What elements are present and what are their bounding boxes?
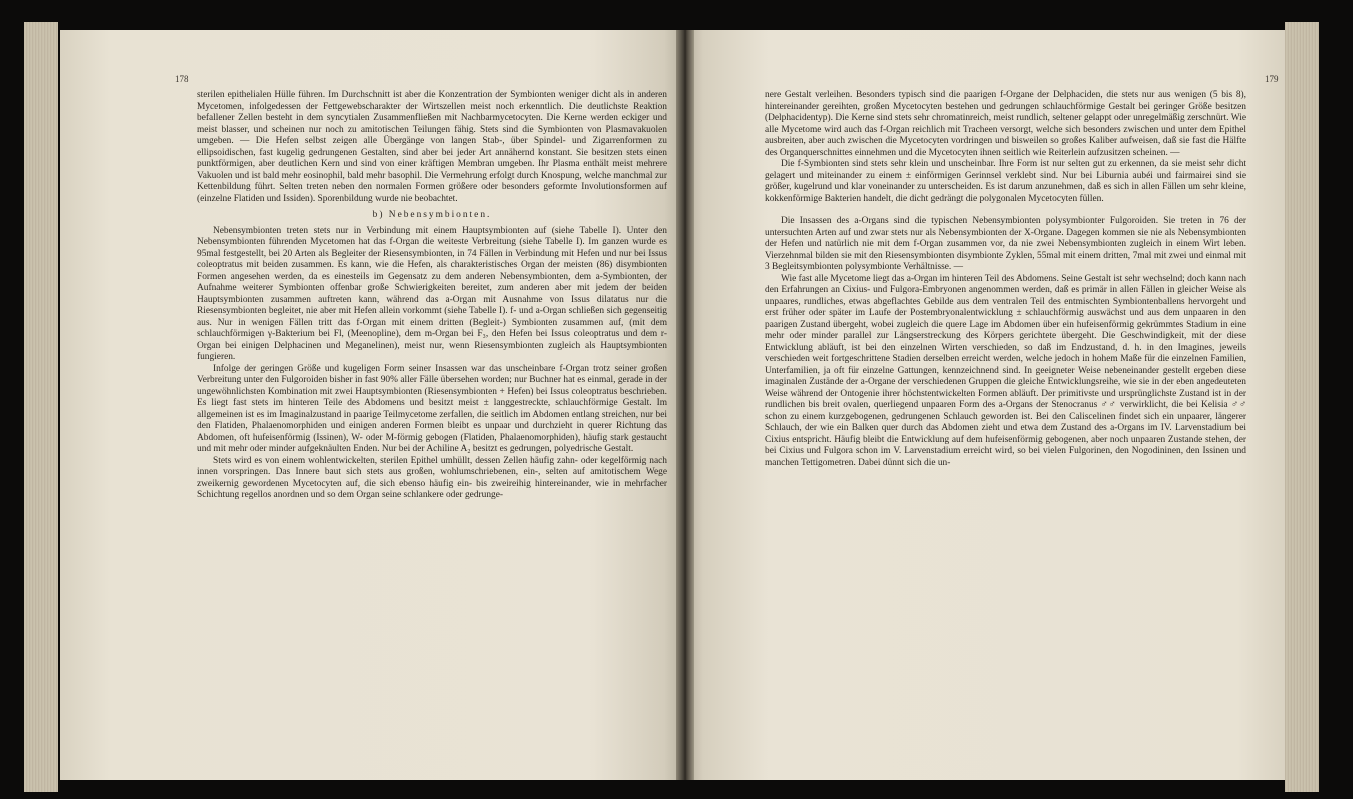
left-page xyxy=(60,30,683,780)
book-gutter xyxy=(676,30,694,780)
paragraph: sterilen epithelialen Hülle führen. Im Durchschnitt ist aber die Konzentration der Symbionten weniger dicht als in anderen Mycetomen, infolgedessen der Fettgewebscharakter der Wirtszellen meist noch erkenntlich. Die deutlichste Reaktion befallener Zellen besteht in dem syncytialen Zusammenfließen mit Nachbarmycetocyten. Die Kerne werden eckiger und meist blasser, und scheinen nur noch zu amitotischen Teilungen fähig. Stets sind die Symbionten von Plasmavakuolen umgeben. — Die Hefen selbst zeigen alle Übergänge von langen Stab-, über Spindel- und Zigarrenformen zu ellipsoidischen, fast kugelig gedrungenen Gestalten, sind aber bei jeder Art annähernd konstant. Sie besitzen stets einen punktförmigen, aber deutlichen Kern und sind von einer kräftigen Membran umgeben. Ihr Plasma enthält meist mehrere Vakuolen und ist bald mehr eosinophil, bald mehr basophil. Die Vermehrung erfolgt durch Knospung, welche manchmal zur Kettenbildung führt. Selten treten neben den normalen Formen größere oder besonders geformte Involutionsformen auf (einzelne Flatiden und Issiden). Sporenbildung wurde nie beobachtet. xyxy=(197,90,667,204)
page-number-left: 178 xyxy=(175,74,189,84)
paragraph: Wie fast alle Mycetome liegt das a-Organ im hinteren Teil des Abdomens. Seine Gestalt ist sehr wechselnd; doch kann nach den Erfahrungen an Cixius- und Fulgora-Embryonen angenommen werden, daß es primär in allen Fällen in gleicher Weise als unpaares, rundliches, etwas abgeflachtes Gebilde aus dem ventralen Teil des entmischten Symbiontenballens hervorgeht und erst früher oder später im Laufe der Postembryonalentwicklung ± schlauchförmig auswächst und aus dem unpaaren in den paarigen Zustand übergeht, wobei zugleich die quere Lage im Abdomen über ein hufeisenförmig gekrümmtes Stadium in eine mehr oder minder parallel zur Längserstreckung des Körpers gerichtete übergeht. Die Geschwindigkeit, mit der diese Entwicklung abläuft, ist bei den einzelnen Wirten verschieden, so daß im Endzustand, d. h. in den Imagines, jeweils verschieden weit fortgeschrittene Stadien derselben erreicht werden, welche jedoch in hohem Maße für die einzelnen Familien, Unterfamilien, ja oft für einzelne Gattungen, kennzeichnend sind. In geeigneter Weise nebeneinander gestellt ergeben diese imaginalen Zustände der a-Organe der verschiedenen Gruppen die gleiche Entwicklungsreihe, wie sie in der eben angedeuteten Weise während der Ontogenie ihrer höchstentwickelten Formen abläuft. Der primitivste und ursprünglichste Zustand ist in der rundlichen bis breit ovalen, querliegend unpaaren Form des a-Organs der Stenocranus ♂♂ verwirklicht, die bei Kelisia ♂♂ schon zu einem kurzgebogenen, gedrungenen Schlauch geworden ist. Bei den Caliscelinen findet sich ein unpaarer, längerer Schlauch, der wie ein Balken quer durch das Abdomen zieht und etwa dem Zustand des a-Organs im IV. Larvenstadium bei Cixius entspricht. Häufig bleibt die Entwicklung auf dem hufeisenförmig gebogenen, aber noch unpaaren Zustande stehen, der bei Cixius und Fulgora schon im V. Larvenstadium erreicht wird, so bei vielen Fulgorinen, den Nogodininen, den Issinen und manchen Tettigometren. Dabei dünnt sich die un- xyxy=(765,273,1246,468)
section-heading: b) Nebensymbionten. xyxy=(372,210,492,220)
paragraph: nere Gestalt verleihen. Besonders typisch sind die paarigen f-Organe der Delphaciden, die stets nur aus wenigen (5 bis 8), hintereinander gereihten, großen Mycetocyten bestehen und gedrungen schlauchförmige Gestalt bei geringer Größe besitzen (Delphacidentyp). Die Kerne sind stets sehr chromatinreich, meist rundlich, seltener gelappt oder unregelmäßig zerschnürt. Wie alle Mycetome wird auch das f-Organ reichlich mit Tracheen versorgt, welche sich besonders zwischen und unter dem Epithel ausbreiten, aber auch zwischen die Mycetocyten vordringen und bisweilen so großes Kaliber aufweisen, daß sie fast die Hälfte des Organquerschnittes einnehmen und die Mycetocyten ihnen seitlich wie Reiterlein aufzusitzen scheinen. — xyxy=(765,90,1246,158)
right-text-column xyxy=(765,90,1246,469)
page-number-right: 179 xyxy=(1265,74,1279,84)
paragraph: Stets wird es von einem wohlentwickelten, sterilen Epithel umhüllt, dessen Zellen häufig zahn- oder kegelförmig nach innen vorspringen. Das Innere baut sich stets aus großen, wohlumschriebenen, ein-, selten auf amitotischem Wege zweikernig gewordenen Mycetocyten auf, die sich ebenso häufig ein- bis zweireihig hintereinander, wie in mehrfacher Schichtung regellos anordnen und so dem Organ seine schlankere oder gedrunge- xyxy=(197,455,667,500)
paragraph: Die f-Symbionten sind stets sehr klein und unscheinbar. Ihre Form ist nur selten gut zu erkennen, da sie meist sehr dicht gelagert und miteinander zu einem ± einförmigen Gerinnsel verklebt sind. Nur bei Liburnia aubéi und fairmairei sind sie größer, kugelrund und klar voneinander zu unterscheiden. Es ist darum anzunehmen, daß es sich in allen Fällen um sehr kleine, kokkenförmige Bakterien handelt, die dicht gedrängt die polygonalen Mycetocyten füllen. xyxy=(765,159,1246,204)
paragraph: Die Insassen des a-Organs sind die typischen Nebensymbionten polysymbionter Fulgoroiden. Sie treten in 76 der untersuchten Arten auf und zwar stets nur als Nebensymbionten der X-Organe. Dagegen kommen sie nie als Nebensymbionten der Hefen und natürlich nie mit dem f-Organ zusammen vor, da nie zwei Nebensymbionten zugleich in einem Wirt leben. Vierzehnmal bilden sie mit den Riesensymbionten disymbionte Zyklen, 55mal mit einem dritten, 7mal mit zwei und einmal mit 3 Begleitsymbionten polysymbionte Verhältnisse. — xyxy=(765,216,1246,272)
right-page xyxy=(685,30,1285,780)
paragraph: Infolge der geringen Größe und kugeligen Form seiner Insassen war das unscheinbare f-Organ trotz seiner großen Verbreitung unter den Fulgoroiden bisher in fast 90% aller Fälle übersehen worden; nur Buchner hat es einmal, gerade in der ungewöhnlichsten Kombination mit zwei Hauptsymbionten (Riesensymbionten + Hefen) bei Issus coleoptratus beschrieben. Es liegt fast stets im hinteren Teile des Abdomens und besitzt meist ± langgestreckte, schlauchförmige Gestalt. Im allgemeinen ist es im Imaginalzustand in paarige Teilmycetome zerfallen, die seitlich im Abdomen entlang streichen, nur bei den Flatiden, Phalaenomorphiden und einigen anderen Formen bleibt es unpaar und durchzieht in querer Richtung das Abdomen, oft hufeisenförmig (Issinen), W- oder M-förmig gebogen (Flatiden, Phalaenomorphiden), häufig stark gestaucht und mit mehr oder minder aufgeknäulten Enden. Nur bei der Achiline A₂ besitzt es gedrungen, polyedrische Gestalt. xyxy=(197,363,667,454)
paragraph-gap xyxy=(765,205,1246,216)
left-text-column xyxy=(197,90,667,502)
left-page-edges xyxy=(24,22,58,792)
paragraph: Nebensymbionten treten stets nur in Verbindung mit einem Hauptsymbionten auf (siehe Tabelle I). Unter den Nebensymbionten führenden Mycetomen hat das f-Organ die weiteste Verbreitung (siehe Tabelle I). Im ganzen wurde es 95mal festgestellt, bei 20 Arten als Begleiter der Riesensymbionten, in 74 Fällen in Verbindung mit Hefen und nur bei Issus coleoptratus mit beiden zusammen. Es kann, wie die Hefen, als charakteristisches Organ der meisten (86) disymbionten Formen angesehen werden, da es einesteils im Gegensatz zu dem anderen Nebensymbionten, dem a-Symbionten, der Aufnahme weiterer Symbionten offenbar große Schwierigkeiten bereitet, zum anderen aber mit jedem der beiden Hauptsymbionten zusammen auftreten kann, während das a-Organ mit Ausnahme von Issus dilatatus nur die Riesensymbionten begleitet, nie aber mit Hefen allein vorkommt (siehe Tabelle I). f- und a-Organ schließen sich gegenseitig aus. Nur in wenigen Fällen tritt das f-Organ mit einem dritten (Begleit-) Symbionten zusammen auf, (mit dem schlauchförmigen γ-Bakterium bei Fl, (Meenopline), dem m-Organ bei F₃, den Hefen bei Issus coleoptratus und dem r-Organ bei einigen Delphacinen und Meganelinen), meist nur, wenn Riesensymbionten zugleich als Hauptsymbionten fungieren. xyxy=(197,225,667,362)
right-page-edges xyxy=(1285,22,1319,792)
